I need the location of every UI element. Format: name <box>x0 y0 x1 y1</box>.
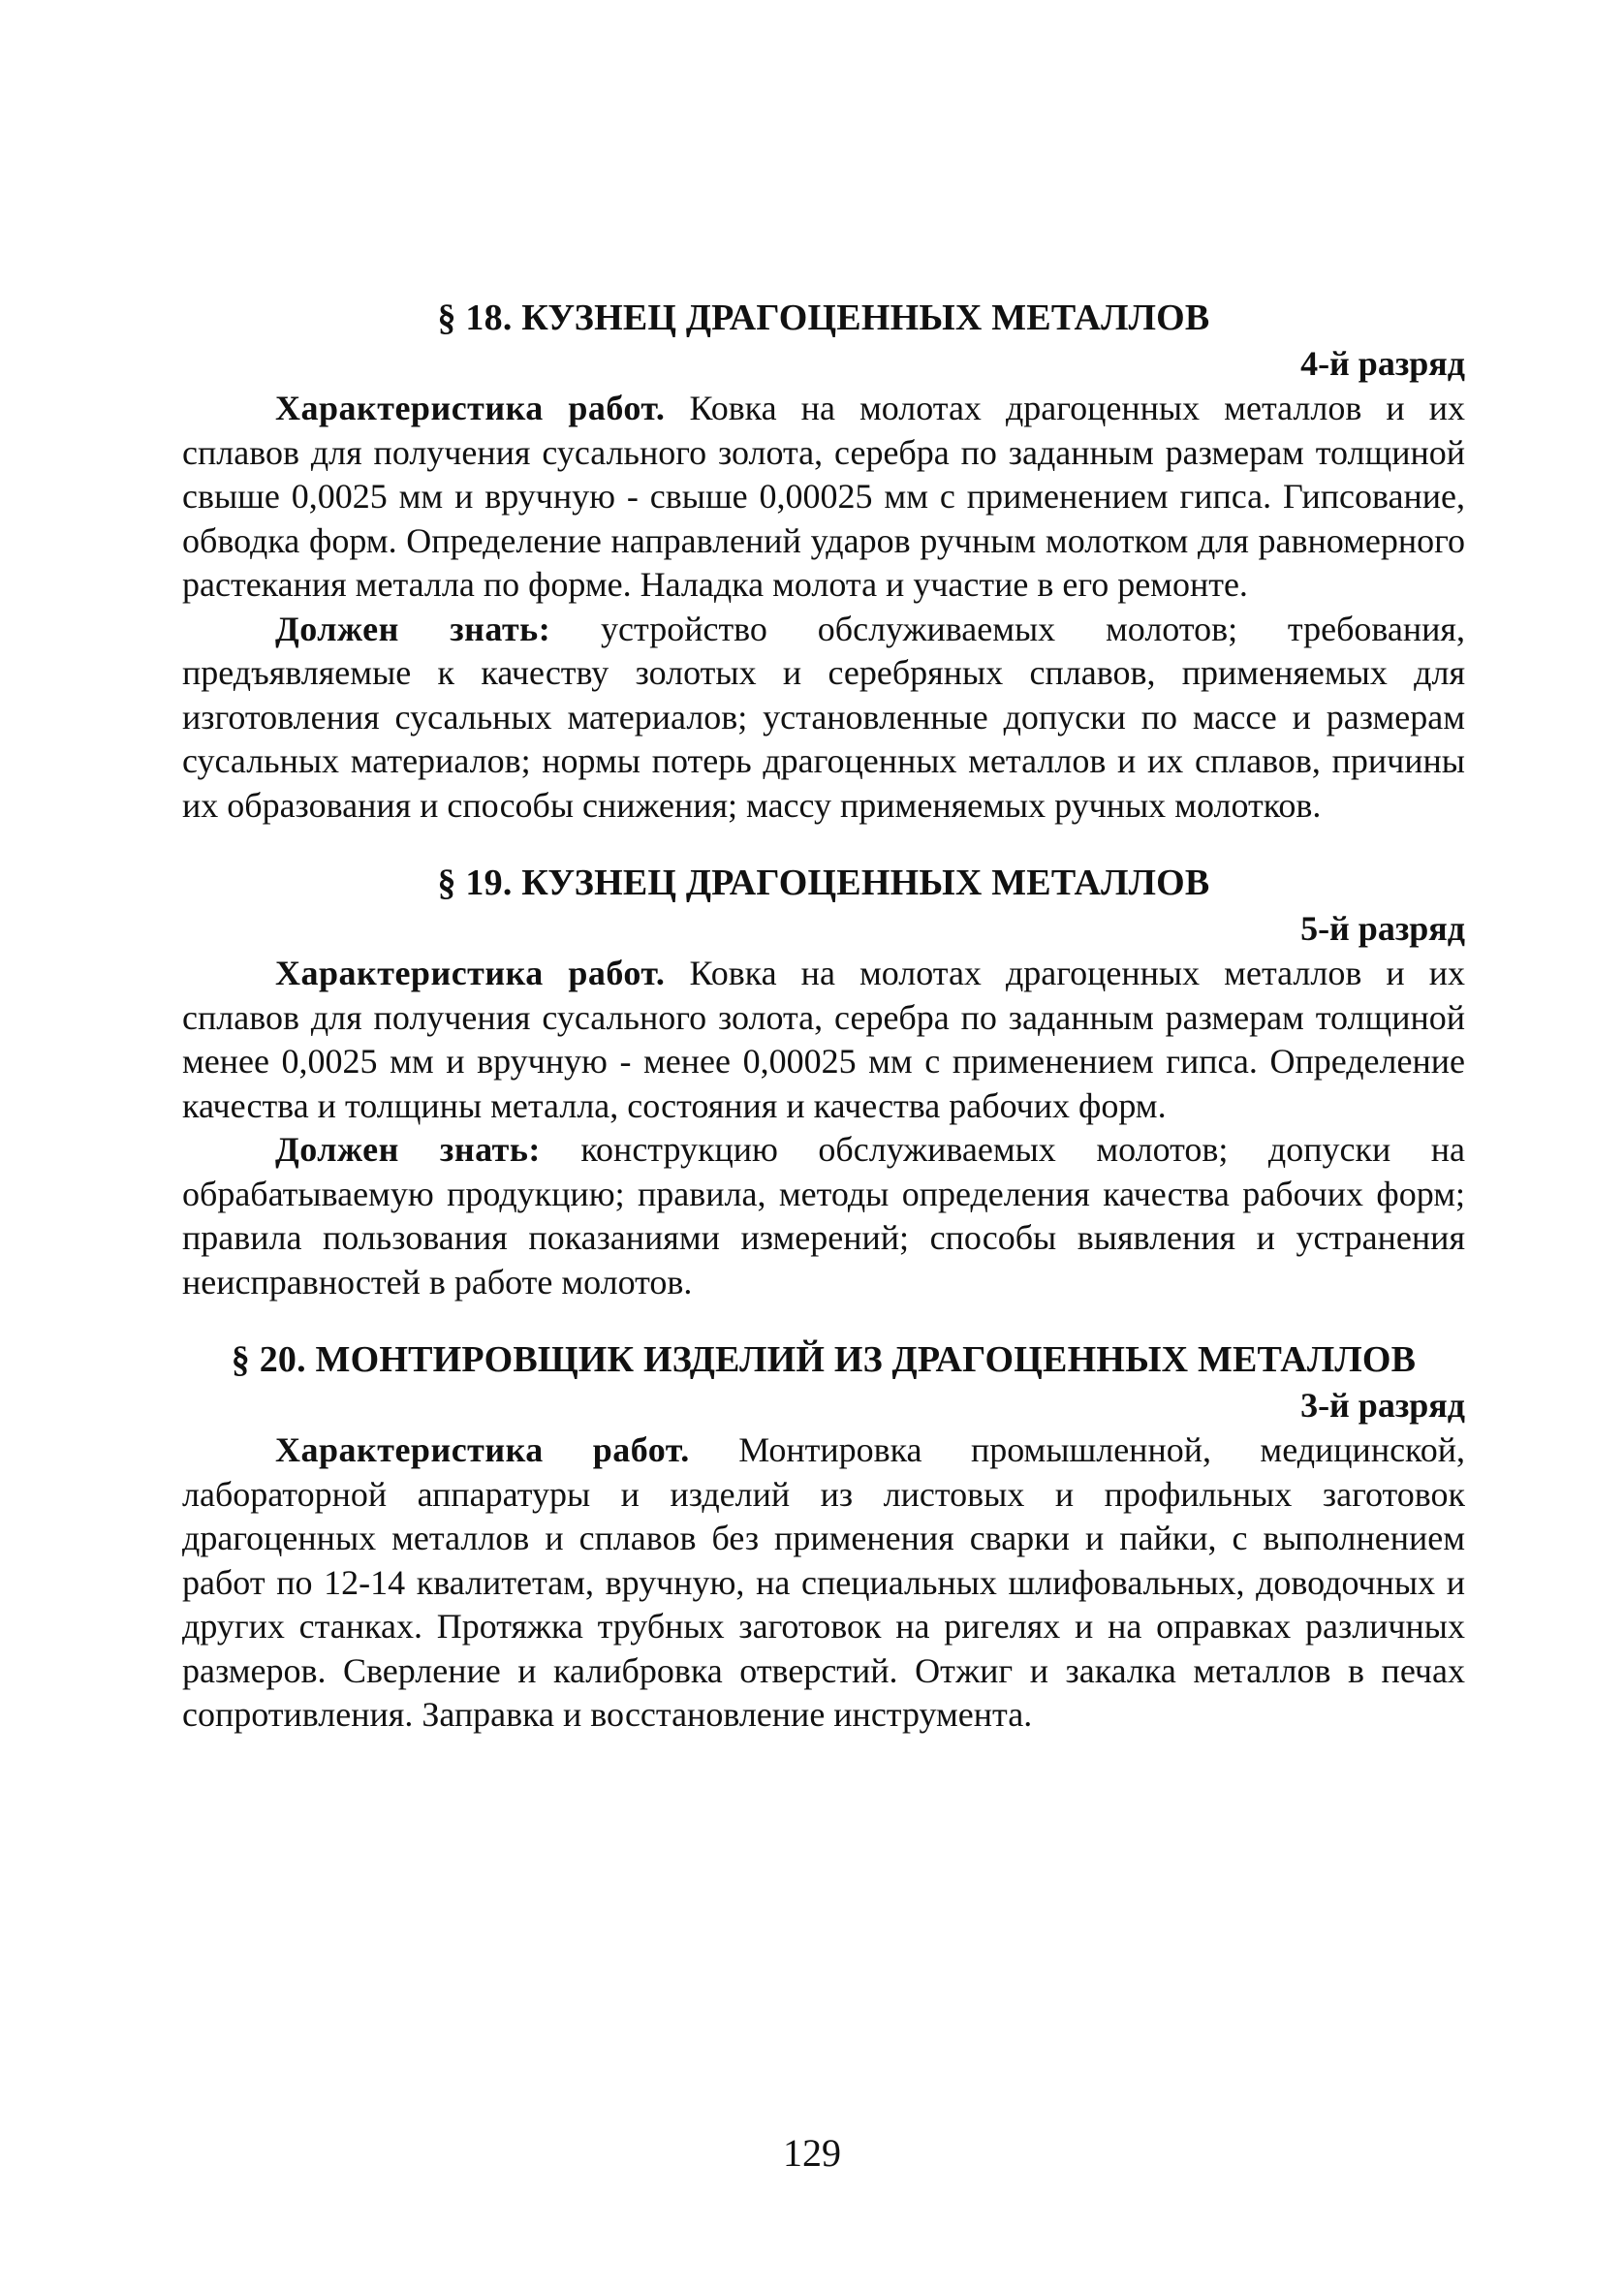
characteristics-text: Монтировка промышленной, медицинской, лабораторной аппаратуры и изделий из листовых и профильных заготовок драгоценных металлов и сплавов без применения сварки и пайки, с выполнением работ по 12-14 квалитетам, вручную, на специальных шлифовальных, доводочных и других станках. Протяжка трубных заготовок на ригелях и на оправках различных размеров. Сверление и калибровка отверстий. Отжиг и закалка металлов в печах сопротивления. Заправка и восстановление инструмента. <box>182 1430 1465 1734</box>
characteristics-label: Характеристика работ. <box>275 954 666 992</box>
section-title: § 19. КУЗНЕЦ ДРАГОЦЕННЫХ МЕТАЛЛОВ <box>437 863 1210 903</box>
characteristics-paragraph <box>182 1428 1465 1738</box>
characteristics-paragraph <box>182 952 1465 1128</box>
knowledge-paragraph <box>182 608 1465 829</box>
section-title: § 18. КУЗНЕЦ ДРАГОЦЕННЫХ МЕТАЛЛОВ <box>437 298 1210 338</box>
section-20 <box>182 1337 1465 1738</box>
characteristics-label: Характеристика работ. <box>275 1430 690 1469</box>
knowledge-text: конструкцию обслуживаемых молотов; допуски на обрабатываемую продукцию; правила, методы определения качества рабочих форм; правила пользования показаниями измерений; способы выявления и устранения неисправностей в работе молотов. <box>182 1130 1465 1302</box>
characteristics-label: Характеристика работ. <box>275 389 666 427</box>
knowledge-text: устройство обслуживаемых молотов; требования, предъявляемые к качеству золотых и серебряных сплавов, применяемых для изготовления сусальных материалов; установленные допуски по массе и размерам сусальных материалов; нормы потерь драгоценных металлов и их сплавов, причины их образования и способы снижения; массу применяемых ручных молотков. <box>182 609 1465 825</box>
knowledge-label: Должен знать: <box>275 1130 541 1169</box>
section-18 <box>182 296 1465 828</box>
page-content <box>182 296 1465 1738</box>
page-number: 129 <box>783 2131 841 2175</box>
grade-label: 3-й разряд <box>1300 1386 1465 1425</box>
knowledge-paragraph <box>182 1128 1465 1304</box>
section-19 <box>182 861 1465 1304</box>
grade-label: 5-й разряд <box>1300 909 1465 948</box>
characteristics-text: Ковка на молотах драгоценных металлов и их сплавов для получения сусального золота, серебра по заданным размерам толщиной менее 0,0025 мм и вручную - менее 0,00025 мм с применением гипса. Определение качества и толщины металла, состояния и качества рабочих форм. <box>182 954 1465 1125</box>
grade-label: 4-й разряд <box>1300 344 1465 383</box>
characteristics-text: Ковка на молотах драгоценных металлов и их сплавов для получения сусального золота, серебра по заданным размерам толщиной свыше 0,0025 мм и вручную - свыше 0,00025 мм с применением гипса. Гипсование, обводка форм. Определение направлений ударов ручным молотком для равномерного растекания металла по форме. Наладка молота и участие в его ремонте. <box>182 389 1465 604</box>
section-title: § 20. МОНТИРОВЩИК ИЗДЕЛИЙ ИЗ ДРАГОЦЕННЫХ МЕТАЛЛОВ <box>231 1339 1417 1380</box>
knowledge-label: Должен знать: <box>275 609 551 648</box>
characteristics-paragraph <box>182 387 1465 608</box>
